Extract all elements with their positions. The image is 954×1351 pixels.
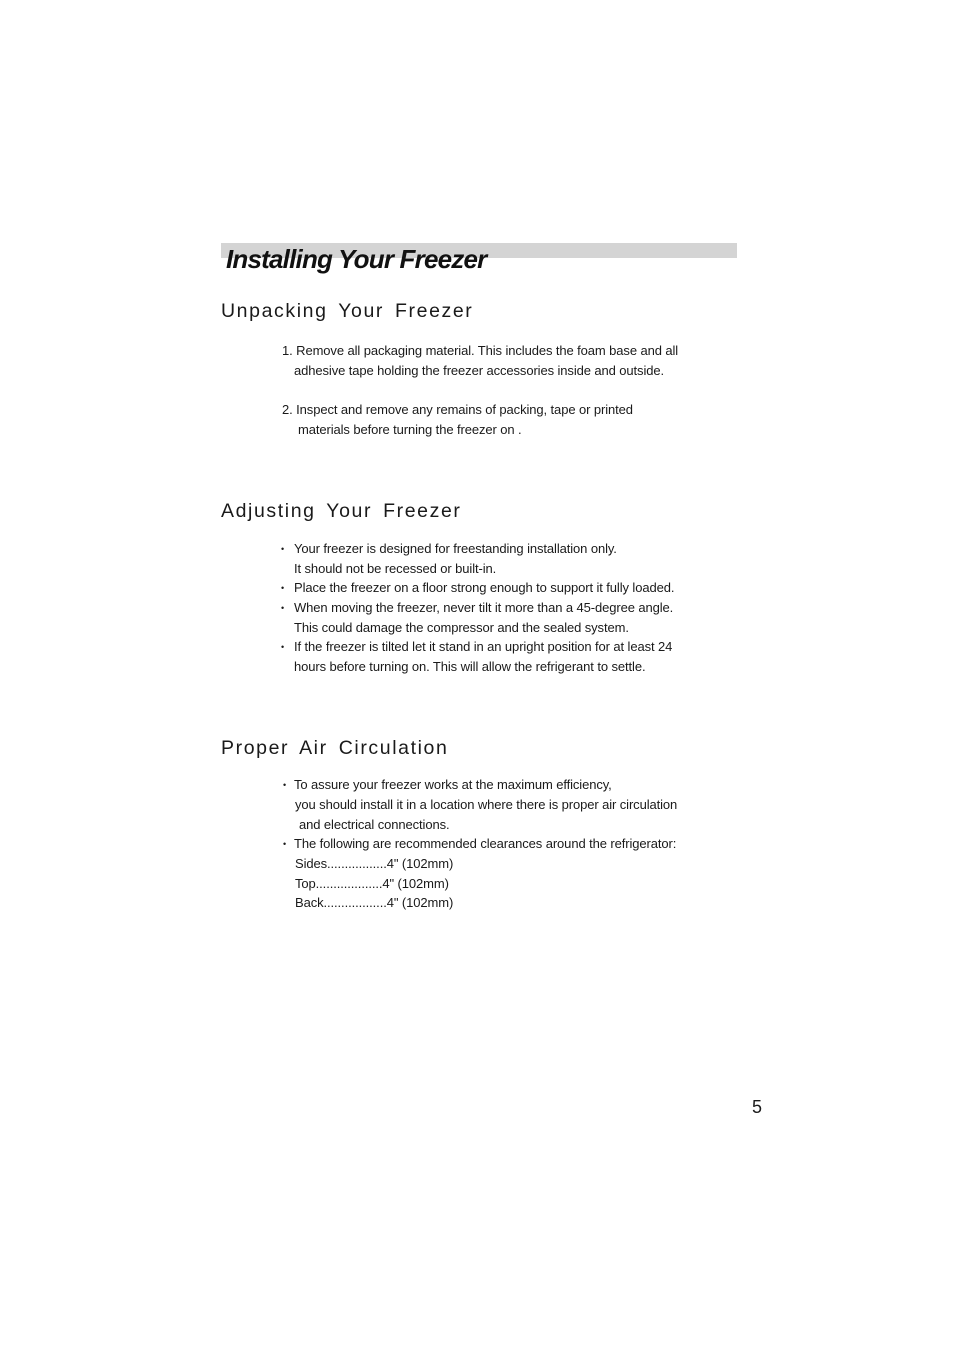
section-heading-air-circulation: Proper Air Circulation	[221, 737, 449, 759]
unpacking-step-2-line-1: 2. Inspect and remove any remains of packing, tape or printed	[282, 402, 633, 417]
adjusting-item-4-line-2: hours before turning on. This will allow the refrigerant to settle.	[294, 659, 646, 674]
air-item-1-line-2: you should install it in a location where there is proper air circulation	[295, 797, 678, 812]
air-item-2-line-1: The following are recommended clearances around the refrigerator:	[294, 836, 677, 851]
bullet: •	[281, 642, 285, 652]
section-heading-adjusting: Adjusting Your Freezer	[221, 500, 462, 522]
unpacking-step-1-line-2: adhesive tape holding the freezer accessories inside and outside.	[294, 363, 665, 378]
unpacking-step-2-line-2: materials before turning the freezer on .	[298, 422, 522, 437]
adjusting-item-3-line-1: When moving the freezer, never tilt it more than a 45-degree angle.	[294, 600, 674, 615]
adjusting-item-2-line-1: Place the freezer on a floor strong enough to support it fully loaded.	[294, 580, 675, 595]
bullet: •	[281, 583, 285, 593]
clearance-sides: Sides.................4" (102mm)	[295, 856, 454, 871]
bullet: •	[283, 839, 287, 849]
air-item-1-line-1: To assure your freezer works at the maximum efficiency,	[294, 777, 612, 792]
adjusting-item-3-line-2: This could damage the compressor and the sealed system.	[294, 620, 629, 635]
page-number: 5	[752, 1097, 763, 1117]
adjusting-item-1-line-1: Your freezer is designed for freestanding installation only.	[294, 541, 617, 556]
clearance-top: Top...................4" (102mm)	[295, 876, 449, 891]
bullet: •	[281, 603, 285, 613]
clearance-back: Back..................4" (102mm)	[295, 895, 454, 910]
page-title: Installing Your Freezer	[226, 244, 487, 274]
adjusting-item-4-line-1: If the freezer is tilted let it stand in an upright position for at least 24	[294, 639, 673, 654]
air-item-1-line-3: and electrical connections.	[299, 817, 450, 832]
adjusting-item-1-line-2: It should not be recessed or built-in.	[294, 561, 497, 576]
unpacking-step-1-line-1: 1. Remove all packaging material. This includes the foam base and all	[282, 343, 679, 358]
section-heading-unpacking: Unpacking Your Freezer	[221, 300, 474, 322]
bullet: •	[283, 780, 287, 790]
bullet: •	[281, 544, 285, 554]
